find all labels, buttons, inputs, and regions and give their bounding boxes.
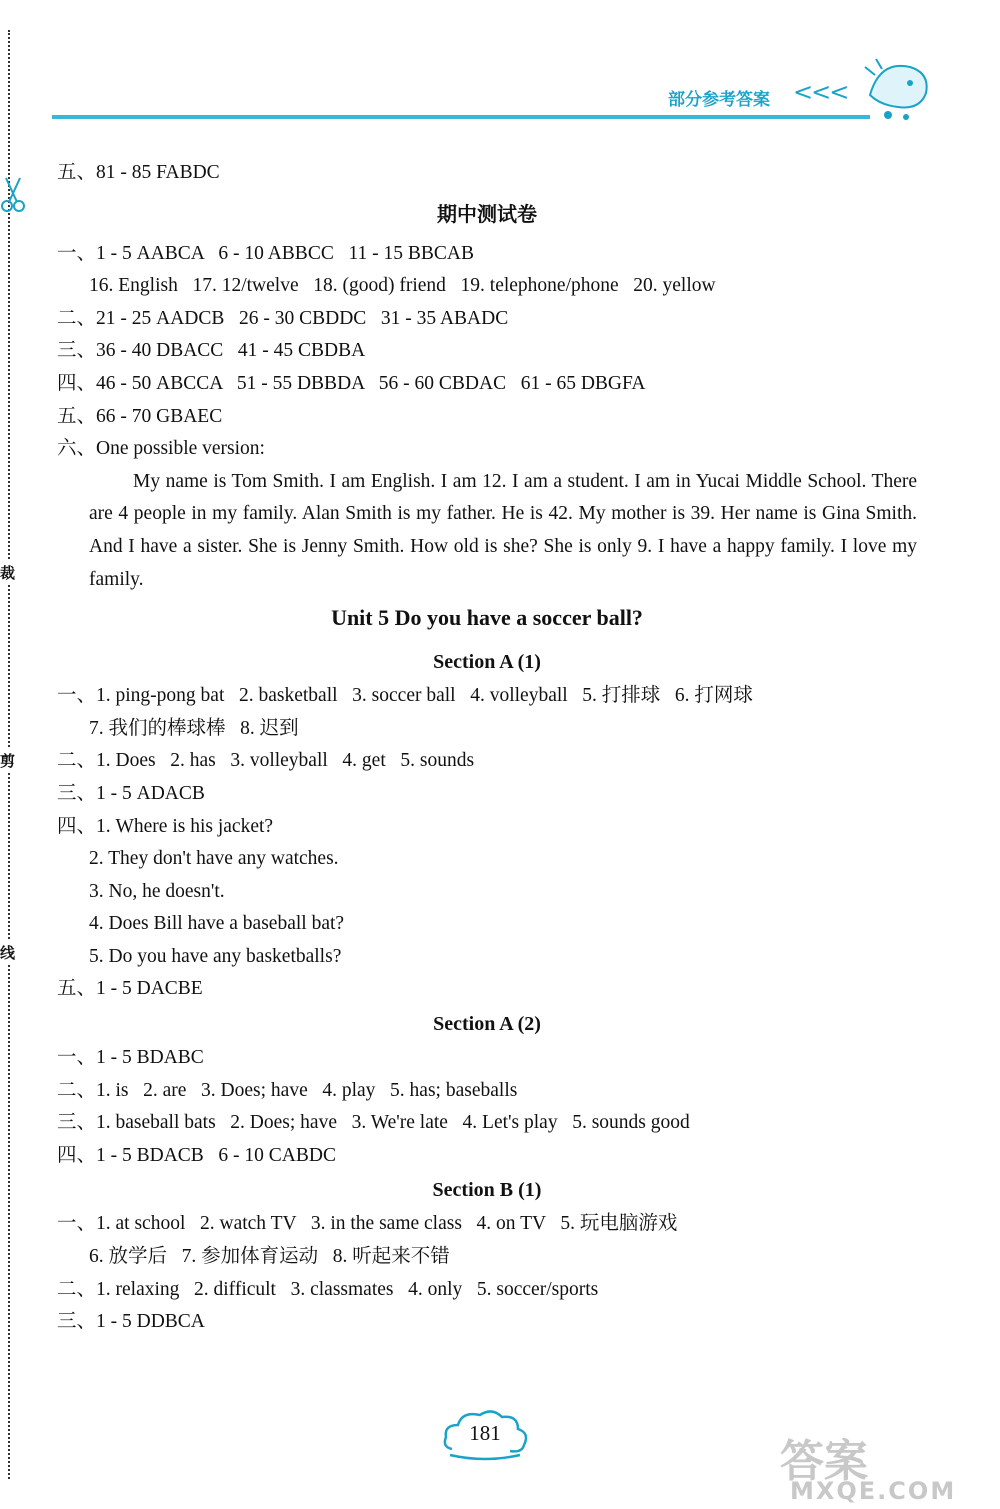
answer-line: 二、21 - 25 AADCB 26 - 30 CBDDC 31 - 35 ABADC — [57, 307, 509, 329]
answer-line: 7. 我们的棒球棒 8. 迟到 — [89, 717, 299, 739]
answer-line: 6. 放学后 7. 参加体育运动 8. 听起来不错 — [89, 1246, 450, 1268]
answer-line: 16. English 17. 12/twelve 18. (good) friend 19. telephone/phone 20. yellow — [89, 275, 716, 297]
answer-line: 四、1 - 5 BDACB 6 - 10 CABDC — [57, 1144, 336, 1166]
page-number — [440, 1405, 530, 1463]
answer-content — [57, 157, 917, 1339]
cut-label-xian: 线 — [0, 940, 15, 965]
answer-line: 五、66 - 70 GBAEC — [57, 405, 223, 427]
section-title: Section B (1) — [432, 1179, 542, 1202]
answer-line: 一、1. ping-pong bat 2. basketball 3. soccer ball 4. volleyball 5. 打排球 6. 打网球 — [57, 685, 753, 707]
answer-line: 5. Do you have any basketballs? — [89, 945, 342, 967]
answer-line: 一、1 - 5 BDABC — [57, 1047, 204, 1069]
essay-paragraph: My name is Tom Smith. I am English. I am 12. I am a student. I am in Yucai Middle School. There are 4 people in my family. Alan Smith is my father. He is 42. My mother is 39. Her name is Gina Smith. And I have a sister. She is Jenny Smith. How old is she? She is only 9. I have a happy family. I love my family. — [89, 470, 917, 590]
answer-line: 五、81 - 85 FABDC — [57, 162, 220, 183]
answer-line: 三、36 - 40 DBACC 41 - 45 CBDBA — [57, 340, 366, 362]
answer-line: 四、46 - 50 ABCCA 51 - 55 DBBDA 56 - 60 CBDAC 61 - 65 DBGFA — [57, 372, 646, 394]
midterm-title: 期中测试卷 — [437, 201, 537, 226]
answer-line: 4. Does Bill have a baseball bat? — [89, 913, 345, 935]
watermark-url: MXQE.COM — [790, 1477, 957, 1505]
page-number-text: 181 — [469, 1421, 501, 1445]
answer-line: 二、1. relaxing 2. difficult 3. classmates 4. only 5. soccer/sports — [57, 1278, 599, 1300]
section-title: Section A (2) — [433, 1013, 541, 1036]
watermark-text: 答案 — [780, 1436, 868, 1487]
answer-line: 3. No, he doesn't. — [89, 880, 225, 902]
answer-line: 六、One possible version: — [57, 438, 265, 460]
answer-line: 2. They don't have any watches. — [89, 848, 339, 870]
unit-title: Unit 5 Do you have a soccer ball? — [331, 605, 643, 631]
header-arrows: <<< — [793, 78, 848, 106]
answer-line: 三、1 - 5 DDBCA — [57, 1311, 205, 1333]
answer-line: 二、1. Does 2. has 3. volleyball 4. get 5. sounds — [57, 750, 475, 772]
answer-line: 一、1 - 5 AABCA 6 - 10 ABBCC 11 - 15 BBCAB — [57, 242, 474, 264]
cut-label-jian: 剪 — [0, 748, 15, 773]
watermark — [780, 1425, 990, 1505]
mascot-icon — [860, 55, 935, 125]
answer-line: 一、1. at school 2. watch TV 3. in the same class 4. on TV 5. 玩电脑游戏 — [57, 1213, 678, 1235]
section-title: Section A (1) — [433, 651, 541, 674]
cut-label-cai: 裁 — [0, 560, 15, 585]
answer-line: 四、1. Where is his jacket? — [57, 815, 274, 837]
answer-line: 二、1. is 2. are 3. Does; have 4. play 5. has; baseballs — [57, 1079, 518, 1101]
answer-line: 三、1 - 5 ADACB — [57, 782, 205, 804]
scissors-icon — [0, 175, 26, 215]
header-rule — [52, 115, 870, 119]
answer-line: 三、1. baseball bats 2. Does; have 3. We're late 4. Let's play 5. sounds good — [57, 1112, 690, 1134]
answer-line: 五、1 - 5 DACBE — [57, 978, 203, 1000]
header-title: 部分参考答案 — [668, 90, 770, 110]
